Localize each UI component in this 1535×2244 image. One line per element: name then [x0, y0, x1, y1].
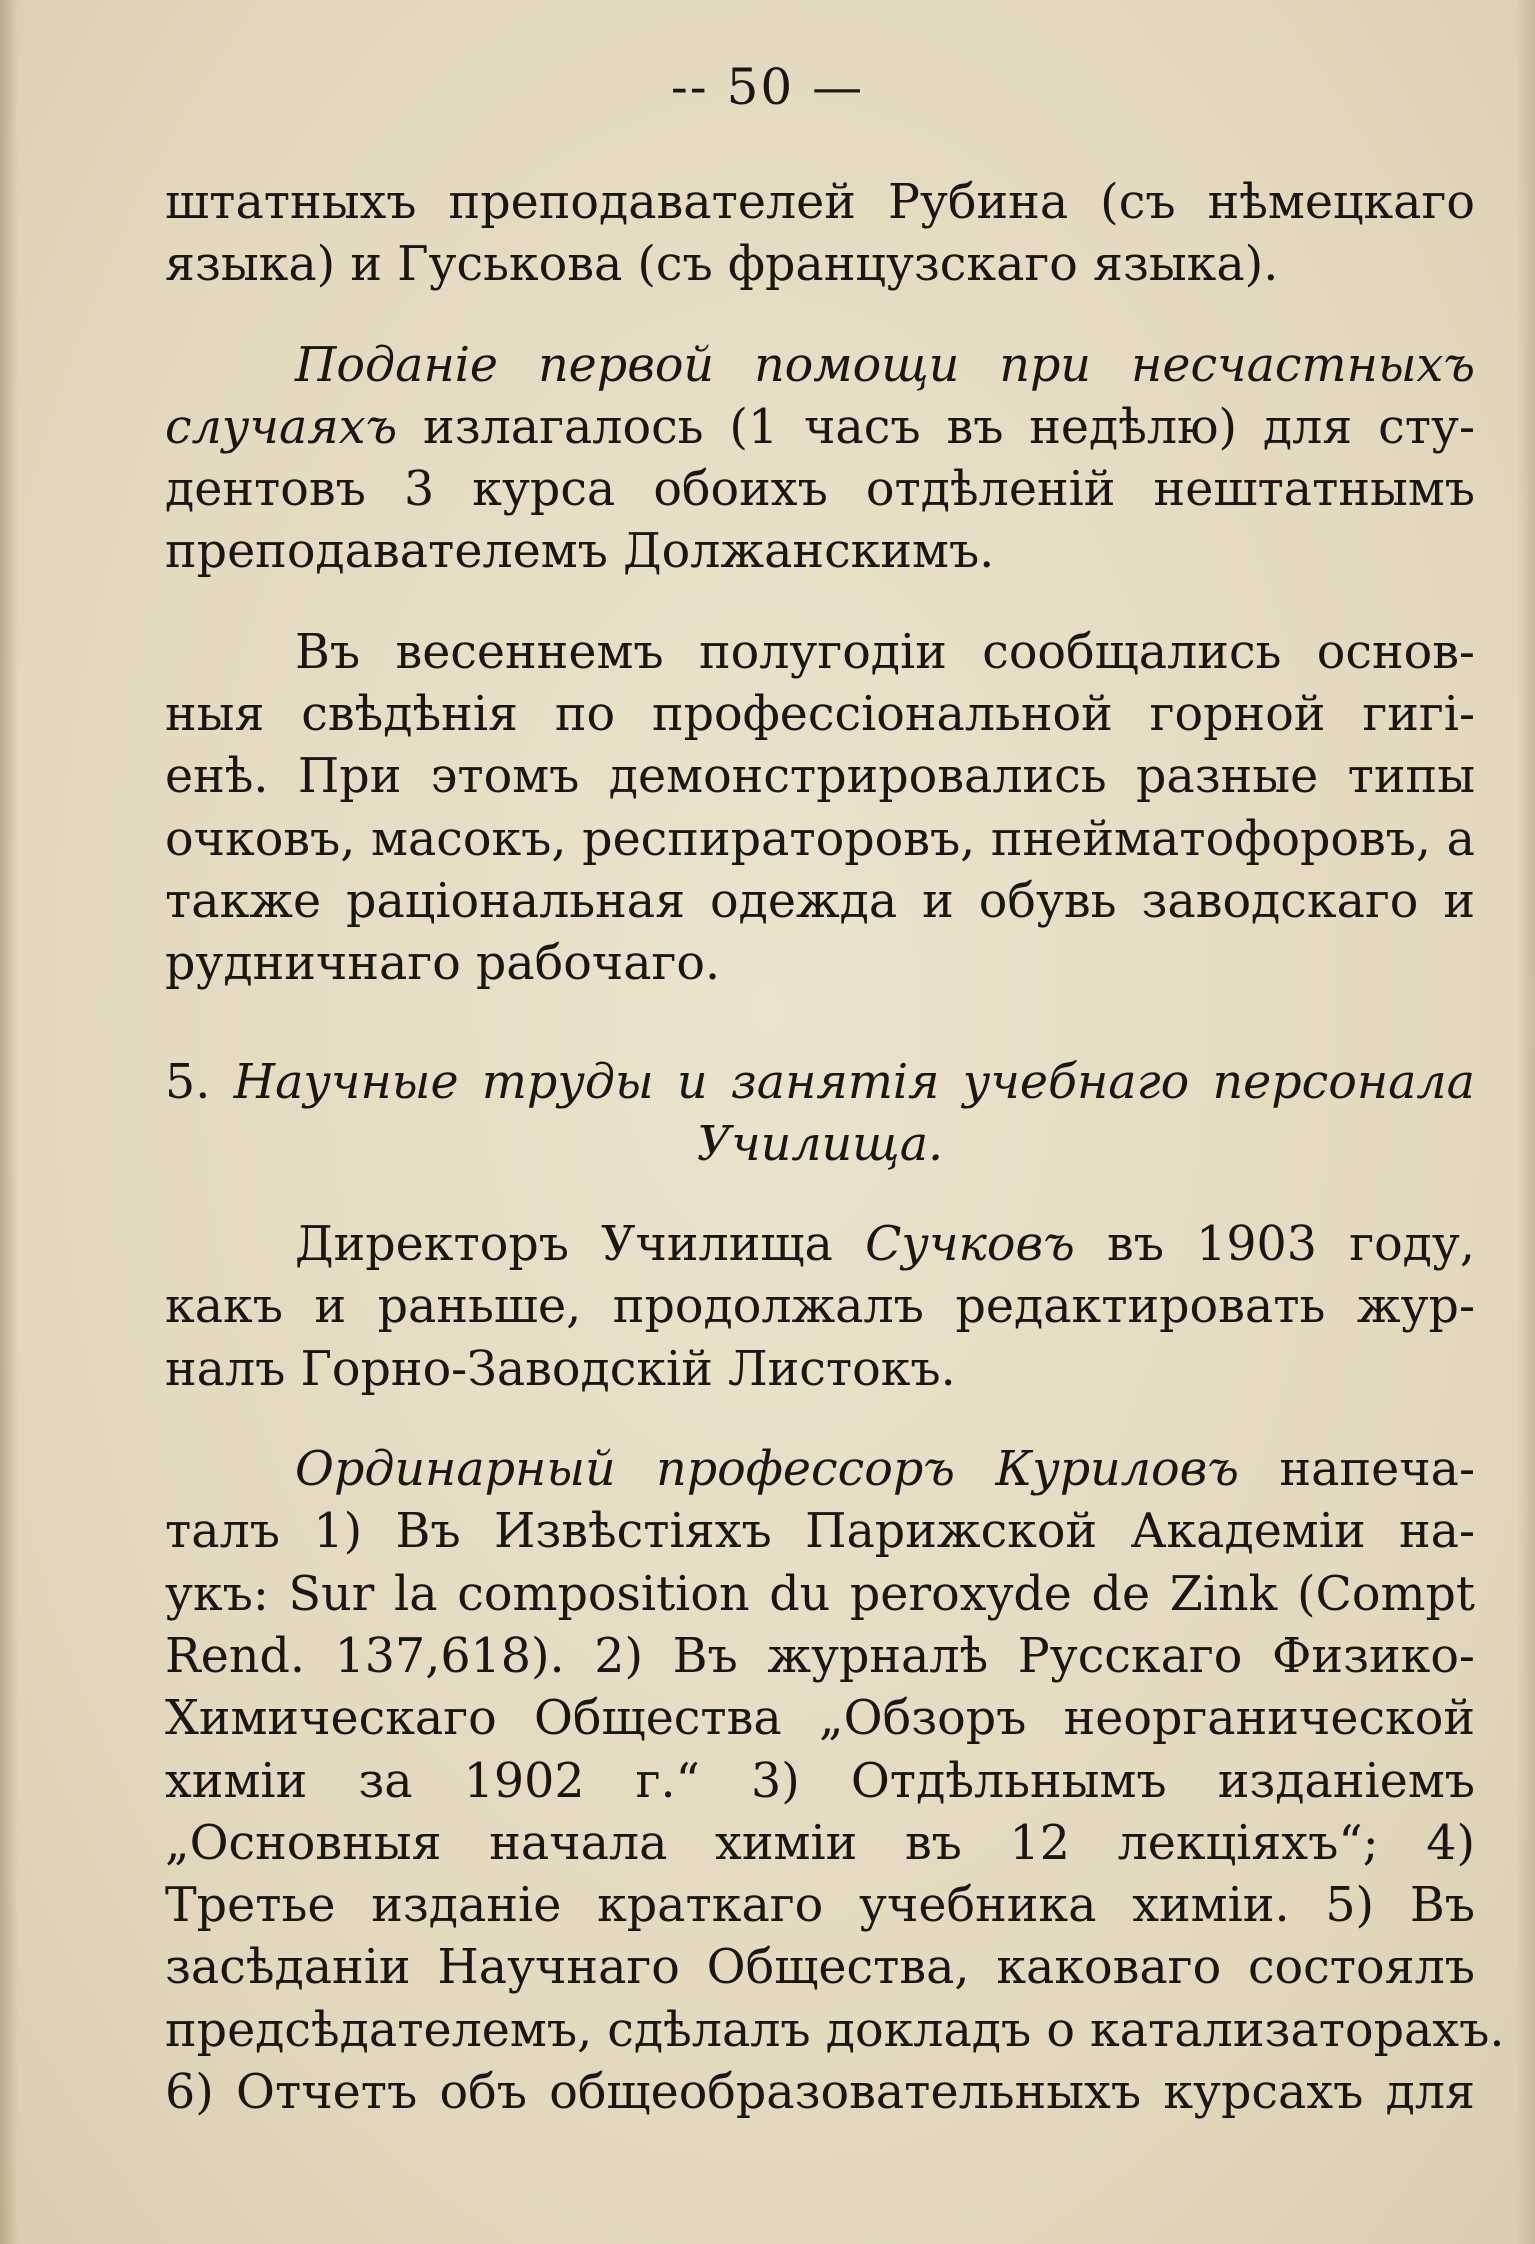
p5-line-7: „Основныя начала химіи въ 12 лекціяхъ“; 4): [165, 1815, 1475, 1871]
section-5-title-line-2: Училища.: [696, 1116, 944, 1172]
p5-line-5: Химическаго Общества „Обзоръ неорганической: [165, 1691, 1475, 1747]
page-left-edge-shadow: [0, 0, 18, 2244]
p2-line-2: [165, 397, 1475, 459]
p2-line-3: дентовъ 3 курса обоихъ отдѣленій нештатнымъ: [165, 462, 1475, 518]
p4-line-3: налъ Горно-Заводскій Листокъ.: [165, 1341, 956, 1397]
paragraph-gap: [165, 297, 1475, 335]
p4-line-2: какъ и раньше, продолжалъ редактировать жур-: [165, 1279, 1475, 1335]
p3-line-2: ныя свѣдѣнія по профессіональной горной гигі-: [165, 687, 1475, 743]
p2-italic-heading: Поданіе первой помощи при несчастныхъ: [295, 337, 1475, 393]
section-5-title-line-1: Научные труды и занятія учебнаго персонала: [233, 1054, 1475, 1110]
p4-italic-name: Сучковъ: [865, 1217, 1075, 1273]
paragraph-gap: [165, 1401, 1475, 1439]
p4-line-1-a: Директоръ Училища: [295, 1217, 833, 1273]
p1-line-2: языка) и Гуськова (съ французскаго языка).: [165, 237, 1279, 293]
p3-line-1: Въ весеннемъ полугодіи сообщались основ-: [295, 624, 1475, 680]
p2-line-4: преподавателемъ Должанскимъ.: [165, 524, 995, 580]
p2-line-1: [165, 335, 1475, 397]
p3-line-6: рудничнаго рабочаго.: [165, 936, 721, 992]
paragraph-gap: [165, 1176, 1475, 1214]
p5-line-1: [165, 1439, 1475, 1501]
page-right-edge-shadow: [1517, 0, 1535, 2244]
p5-line-11: 6) Отчетъ объ общеобразовательныхъ курсахъ для: [165, 2065, 1475, 2121]
page-body: [165, 172, 1505, 2124]
section-5-number: 5.: [165, 1054, 211, 1110]
p5-line-4: Rend. 137,618). 2) Въ журналѣ Русскаго Физико-: [165, 1628, 1475, 1684]
p5-line-8: Третье изданіе краткаго учебника химіи. 5) Въ: [165, 1878, 1475, 1934]
p3-line-3: енѣ. При этомъ демонстрировались разные типы: [165, 749, 1475, 805]
p5-line-3: укъ: Sur la composition du peroxyde de Zink (Compt: [165, 1566, 1475, 1622]
p5-line-9: засѣданіи Научнаго Общества, каковаго состоялъ: [165, 1940, 1475, 1996]
p5-line-2: талъ 1) Въ Извѣстіяхъ Парижской Академіи на-: [165, 1504, 1475, 1560]
section-5-heading: [165, 1052, 1475, 1114]
p5-line-1-rest: напеча-: [1279, 1442, 1475, 1498]
p2-italic-heading-end: случаяхъ: [165, 399, 398, 455]
p3-line-5: также раціональная одежда и обувь заводскаго и: [165, 873, 1475, 929]
p4-line-1-b: въ 1903 году,: [1106, 1217, 1475, 1273]
p1-line-1: штатныхъ преподавателей Рубина (съ нѣмецкаго: [165, 175, 1475, 230]
p5-line-6: химіи за 1902 г.“ 3) Отдѣльнымъ изданіемъ: [165, 1753, 1475, 1809]
p5-line-10: предсѣдателемъ, сдѣлалъ докладъ о катализаторахъ.: [165, 2002, 1505, 2058]
paragraph-gap: [165, 584, 1475, 622]
p2-line-2-text: излагалось (1 часъ въ недѣлю) для сту-: [423, 399, 1475, 455]
page-number: -- 50 —: [670, 58, 865, 116]
p3-line-4: очковъ, масокъ, респираторовъ, пнейматофоровъ, а: [165, 811, 1475, 867]
section-5-heading-line-2: [165, 1114, 1475, 1176]
p4-line-1: [165, 1214, 1475, 1276]
p5-italic-name: Ординарный профессоръ Куриловъ: [295, 1442, 1239, 1498]
section-gap: [165, 996, 1475, 1052]
